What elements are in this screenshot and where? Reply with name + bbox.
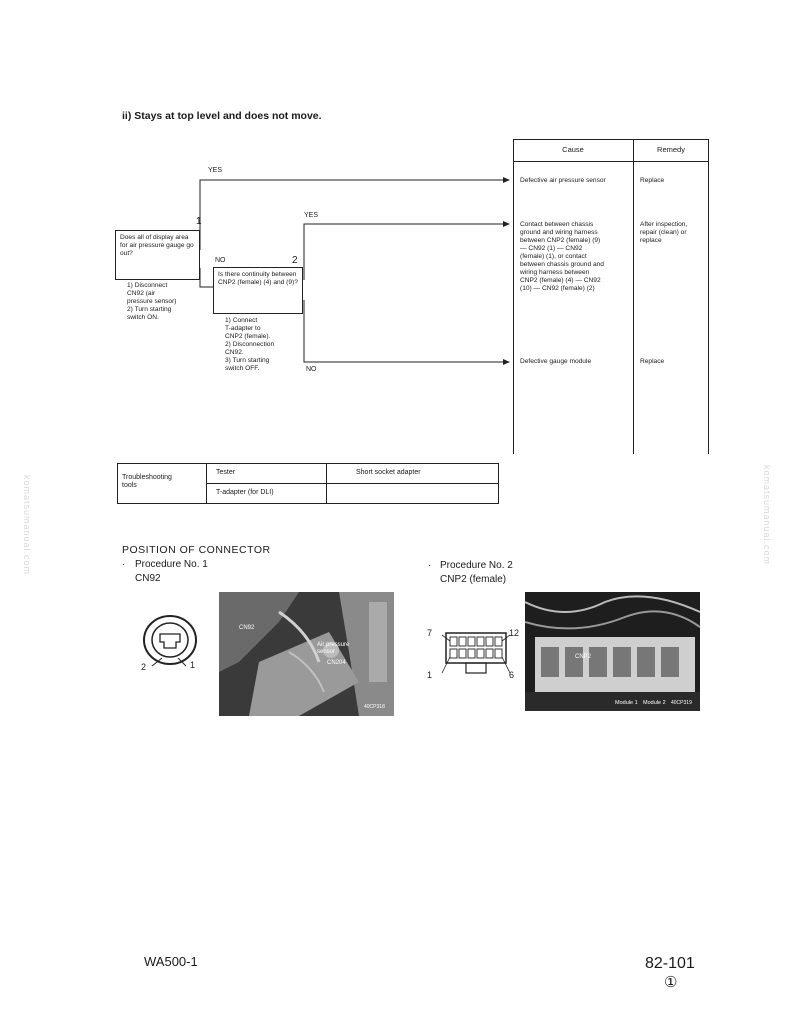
yes-line-2 — [304, 224, 509, 280]
photo-label: CNP2 — [575, 654, 592, 660]
pin-label: 2 — [141, 662, 147, 672]
procedure-1-label: Procedure No. 1 — [135, 559, 208, 570]
yes-label: YES — [304, 212, 319, 219]
photo-label: Air pressure sensor — [317, 642, 350, 655]
question-box-1: Does all of display area for air pressure gauge go out? — [115, 230, 200, 280]
photo-texture — [219, 592, 394, 716]
tool-item: Tester — [216, 469, 236, 476]
cn92-photo — [219, 592, 394, 716]
yes-line-1 — [200, 180, 509, 250]
footer-model: WA500-1 — [144, 954, 198, 969]
photo-code: 40CP318 — [364, 704, 385, 710]
procedure-2-connector: CNP2 (female) — [440, 574, 507, 585]
procedure-1-connector: CN92 — [135, 573, 161, 584]
remedy-cell: Replace — [640, 358, 665, 365]
tools-table — [117, 463, 499, 504]
watermark-left: komatsumanual.com — [22, 474, 33, 576]
photo-label: Module 2 — [643, 700, 666, 706]
cause-cell: Defective gauge module — [520, 358, 592, 365]
procedure-steps-2: 1) Connect T-adapter to CNP2 (female). 2) Disconnection CN92. 3) Turn starting switch OFF. — [225, 317, 275, 372]
tools-label: Troubleshooting tools — [122, 474, 172, 489]
question-number-1: 1 — [196, 216, 202, 227]
cnp2-photo — [525, 592, 700, 711]
procedure-2-label: Procedure No. 2 — [440, 560, 513, 571]
bullet: · — [122, 559, 126, 570]
no-line-2 — [304, 300, 509, 362]
photo-texture — [525, 592, 700, 711]
tool-item: Short socket adapter — [356, 469, 421, 476]
remedy-header: Remedy — [657, 145, 685, 154]
remedy-cell: After inspection, repair (clean) or replace — [640, 221, 688, 244]
photo-label: Module 1 — [615, 700, 638, 706]
watermark-right: komatsumanual.com — [762, 464, 773, 566]
yes-label: YES — [208, 167, 223, 174]
no-line-1 — [200, 268, 213, 287]
page-number: 82-101 — [645, 955, 695, 972]
pin-label: 1 — [190, 660, 196, 670]
photo-label: CN92 — [239, 625, 255, 631]
cause-header: Cause — [562, 145, 584, 154]
section-title: ii) Stays at top level and does not move. — [122, 110, 322, 122]
photo-label: CN204 — [327, 660, 346, 666]
cause-cell: Contact between chassis ground and wiring harness between CNP2 (female) (9) — CN92 (1) — CN92 (female) (1), or contact between chassis ground and wiring harness between CNP2 (female) (4) — CN92 (10) — CN92 (female) (2) — [520, 221, 604, 292]
question-number-2: 2 — [292, 255, 298, 266]
pin-label: 6 — [509, 670, 515, 680]
remedy-cell: Replace — [640, 177, 665, 184]
pin-label: 7 — [427, 628, 433, 638]
no-label: NO — [306, 366, 317, 373]
bullet: · — [428, 560, 432, 571]
pin-label: 12 — [509, 628, 520, 638]
pin-label: 1 — [427, 670, 433, 680]
tool-item: T-adapter (for DLI) — [216, 489, 274, 496]
cause-cell: Defective air pressure sensor — [520, 177, 606, 184]
photo-code: 40CP319 — [671, 700, 692, 706]
procedure-steps-1: 1) Disconnect CN92 (air pressure sensor) 2) Turn starting switch ON. — [127, 282, 177, 321]
revision-mark: ① — [664, 974, 678, 991]
position-title: POSITION OF CONNECTOR — [122, 544, 271, 556]
question-box-2: Is there continuity between CNP2 (female) (4) and (9)? — [213, 267, 303, 314]
no-label: NO — [215, 257, 226, 264]
